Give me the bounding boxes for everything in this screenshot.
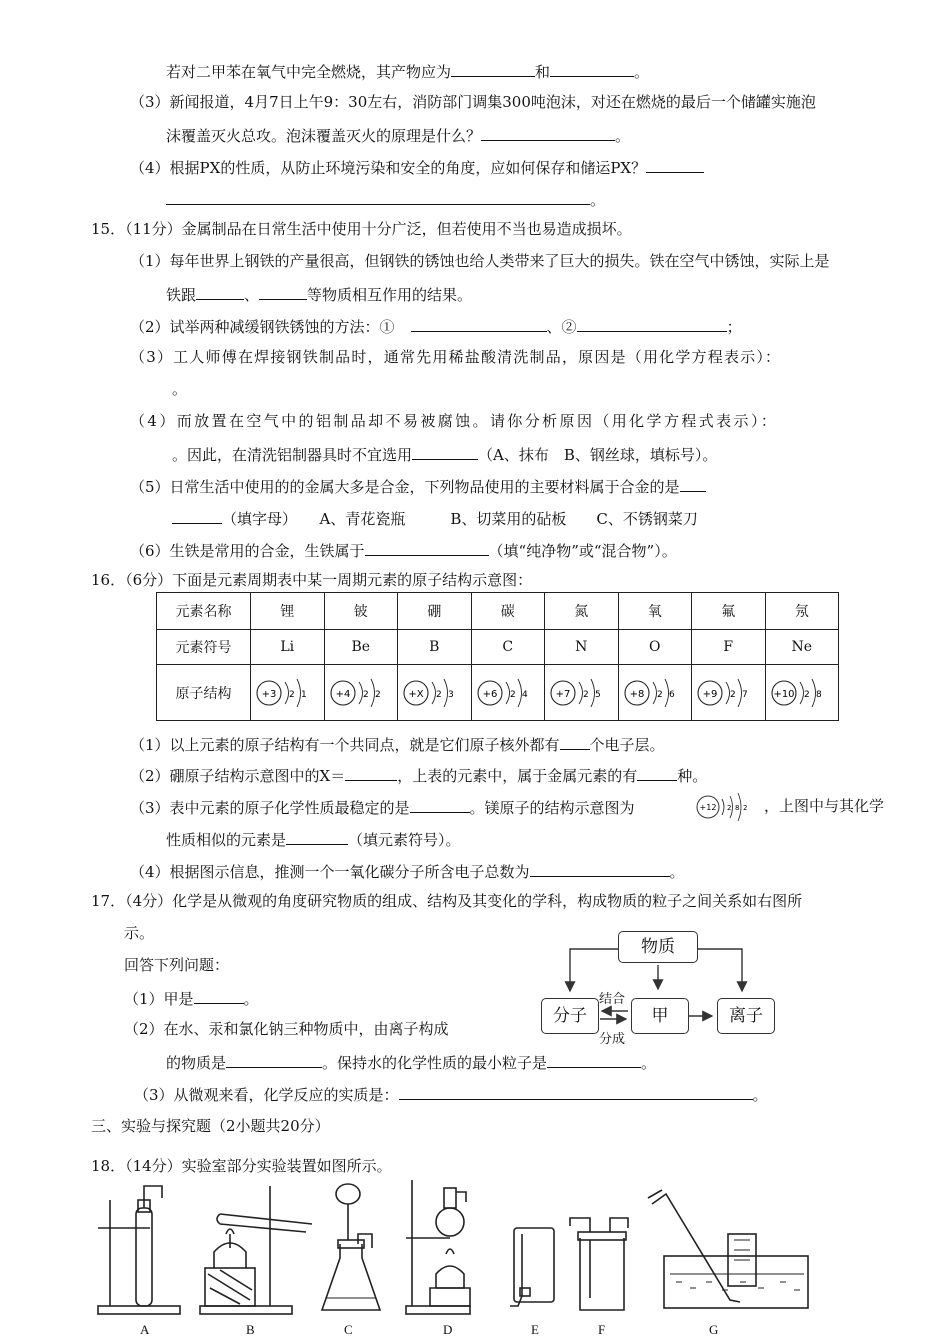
mg-nucleus-label: +12 (699, 803, 717, 812)
atom-structure-diagram (253, 672, 321, 714)
apparatus-label: A (140, 1322, 150, 1337)
section3-heading: 三、实验与探究题（2小题共20分） (91, 1117, 330, 1135)
apparatus-b (200, 1186, 312, 1314)
electron-count: 2 (730, 689, 736, 700)
apparatus-label: E (531, 1322, 539, 1337)
electron-count: 8 (815, 689, 822, 700)
answer-blank[interactable] (196, 283, 244, 300)
magnesium-atom-diagram (694, 790, 752, 824)
table-row (157, 630, 839, 665)
periodic-table (156, 592, 839, 721)
electron-count: 7 (742, 689, 748, 700)
q16-part3-tail: ，上图中与其化学 (764, 797, 885, 815)
q16-part4: （4）根据图示信息，推测一个一氧化碳分子所含电子总数为 。 (130, 860, 685, 882)
answer-blank[interactable] (412, 443, 478, 460)
nucleus-label: +8 (629, 688, 645, 700)
label-split: 分成 (599, 1032, 626, 1047)
answer-blank[interactable] (560, 733, 590, 750)
node-ion: 离子 (717, 998, 775, 1034)
element-symbol: C (471, 630, 545, 665)
q15-part4-line2: 。因此，在清洗铝制器具时不宜选用 （A、抹布 B、钢丝球，填标号）。 (172, 443, 717, 465)
row-label: 元素符号 (157, 630, 251, 665)
q17-prompt: 回答下列问题： (124, 956, 230, 974)
electron-shell-arc (444, 679, 448, 707)
mg-shell-label: 2 (743, 804, 748, 812)
electron-shell-arc (591, 679, 595, 707)
atom-diagram-cell (618, 665, 692, 721)
apparatus-a (98, 1186, 180, 1314)
q14-part4-line2: 。 (166, 188, 605, 210)
atom-structure-diagram (327, 672, 395, 714)
answer-blank[interactable] (286, 828, 348, 845)
nucleus-label: +6 (482, 688, 498, 700)
electron-count: 2 (583, 689, 589, 700)
atom-structure-diagram (400, 672, 468, 714)
nucleus-label: +7 (555, 688, 571, 700)
atom-diagram-cell (471, 665, 545, 721)
q15-part5-line2: （填字母） A、青花瓷瓶 B、切菜用的砧板 C、不锈钢菜刀 (172, 507, 698, 529)
electron-shell-arc (653, 682, 657, 704)
answer-blank[interactable] (194, 987, 244, 1004)
apparatus-g (648, 1190, 808, 1308)
nucleus-label: +10 (773, 688, 795, 700)
element-symbol: Be (324, 630, 398, 665)
row-label: 元素名称 (157, 593, 251, 630)
answer-blank[interactable] (345, 764, 397, 781)
q14-line1: 若对二甲苯在氧气中完全燃烧，其产物应为 和 。 (166, 60, 649, 82)
electron-shell-arc (297, 679, 301, 707)
q17-title-line2: 示。 (124, 924, 155, 942)
apparatus-label: F (598, 1322, 606, 1337)
element-symbol: B (398, 630, 472, 665)
q15-part5-line1: （5）日常生活中使用的的金属大多是合金，下列物品使用的主要材料属于合金的是 (130, 475, 706, 497)
q16-part1: （1）以上元素的原子结构有一个共同点，就是它们原子核外都有 个电子层。 (130, 733, 665, 755)
atom-diagram-cell (765, 665, 839, 721)
atom-structure-diagram (621, 672, 689, 714)
electron-shell-arc (518, 679, 522, 707)
answer-blank[interactable] (530, 860, 670, 877)
q15-part6: （6）生铁是常用的合金，生铁属于 （填“纯净物”或“混合物”）。 (130, 539, 677, 561)
element-name: 氧 (618, 593, 692, 630)
q17-title-line1: 17．（4分）化学是从微观的角度研究物质的组成、结构及其变化的学科，构成物质的粒子之间关系如右图所 (91, 892, 803, 910)
table-row (157, 665, 839, 721)
electron-shell-arc (432, 682, 436, 704)
element-name: 硼 (398, 593, 472, 630)
apparatus-label: B (246, 1322, 255, 1337)
answer-blank[interactable] (365, 539, 489, 556)
electron-shell-arc (665, 679, 669, 707)
electron-count: 4 (521, 689, 528, 700)
apparatus-c (322, 1184, 380, 1310)
node-jia: 甲 (631, 998, 689, 1034)
atom-diagram-cell (251, 665, 325, 721)
electron-shell-arc (812, 679, 816, 707)
q17-part3: （3）从微观来看，化学反应的实质是： 。 (134, 1083, 768, 1105)
answer-blank[interactable] (481, 124, 615, 141)
q16-title: 16．（6分）下面是元素周期表中某一周期元素的原子结构示意图： (91, 571, 533, 589)
element-symbol: Ne (765, 630, 839, 665)
nucleus-label: +X (408, 688, 424, 700)
electron-shell-arc (738, 679, 742, 707)
electron-count: 2 (509, 689, 516, 700)
electron-shell-arc (579, 682, 583, 704)
electron-shell-arc (285, 682, 289, 704)
nucleus-label: +4 (335, 688, 351, 700)
q15-part3-line1: （3）工人师傅在焊接钢铁制品时，通常先用稀盐酸清洗制品，原因是（用化学方程表示）： (130, 348, 782, 366)
electron-count: 1 (301, 689, 307, 700)
apparatus-f (570, 1218, 628, 1310)
electron-count: 2 (374, 689, 381, 700)
element-symbol: O (618, 630, 692, 665)
label-combine: 结合 (599, 992, 626, 1007)
electron-shell-arc (359, 682, 363, 704)
atom-structure-diagram (547, 672, 615, 714)
answer-blank[interactable] (172, 507, 222, 524)
element-name: 氖 (765, 593, 839, 630)
answer-blank[interactable] (577, 315, 727, 332)
q16-part3-line2: 性质相似的元素是 （填元素符号）。 (166, 828, 461, 850)
electron-shell-arc (371, 679, 375, 707)
atom-diagram-cell (398, 665, 472, 721)
q15-part2: （2）试举两种减缓钢铁锈蚀的方法：① 、② ； (130, 315, 742, 337)
q14-part3-line1: （3）新闻报道，4月7日上午9：30左右，消防部门调集300吨泡沫，对还在燃烧的最后一个储罐实施泡 (130, 93, 816, 111)
electron-count: 6 (668, 689, 675, 700)
atom-structure-diagram (474, 672, 542, 714)
q17-part2-line2: 的物质是 。保持水的化学性质的最小粒子是 。 (166, 1051, 656, 1073)
q15-part4-line1: （4）而放置在空气中的铝制品却不易被腐蚀。请你分析原因（用化学方程式表示）： (130, 412, 779, 430)
answer-blank[interactable] (166, 188, 590, 205)
atom-diagram-cell (545, 665, 619, 721)
apparatus-d (406, 1180, 470, 1314)
electron-count: 2 (436, 689, 442, 700)
q18-title: 18．（14分）实验室部分实验装置如图所示。 (91, 1157, 392, 1175)
element-name: 氮 (545, 593, 619, 630)
answer-blank[interactable] (451, 60, 535, 77)
electron-count: 2 (289, 689, 295, 700)
q14-part3-line2: 沫覆盖灭火总攻。泡沫覆盖灭火的原理是什么？ 。 (166, 124, 630, 146)
apparatus-e (510, 1228, 554, 1306)
answer-blank[interactable] (411, 315, 547, 332)
atom-structure-diagram (768, 672, 836, 714)
element-symbol: Li (251, 630, 325, 665)
element-symbol: F (692, 630, 766, 665)
answer-blank[interactable] (399, 1083, 753, 1100)
q16-part2: （2）硼原子结构示意图中的X＝ ，上表的元素中，属于金属元素的有 种。 (130, 764, 707, 786)
answer-blank[interactable] (680, 475, 706, 492)
nucleus-label: +3 (261, 688, 277, 700)
electron-count: 2 (656, 689, 663, 700)
answer-blank[interactable] (646, 156, 704, 173)
q14-part4-line1: （4）根据PX的性质，从防止环境污染和安全的角度，应如何保存和储运PX？ (130, 156, 704, 178)
electron-shell-arc (726, 682, 730, 704)
electron-count: 2 (362, 689, 369, 700)
electron-shell-arc (506, 682, 510, 704)
answer-blank[interactable] (550, 60, 634, 77)
lab-apparatus-figure (90, 1178, 830, 1320)
q15-part1-line1: （1）每年世界上钢铁的产量很高，但钢铁的锈蚀也给人类带来了巨大的损失。铁在空气中锈蚀，实际上是 (130, 252, 830, 270)
atom-diagram-cell (324, 665, 398, 721)
electron-shell-arc (800, 682, 804, 704)
electron-count: 3 (448, 689, 454, 700)
table-row (157, 593, 839, 630)
element-name: 碳 (471, 593, 545, 630)
element-name: 铍 (324, 593, 398, 630)
q16-part3-line1: （3）表中元素的原子化学性质最稳定的是 。镁原子的结构示意图为 (130, 796, 635, 818)
electron-count: 5 (595, 689, 601, 700)
nucleus-label: +9 (702, 688, 718, 700)
mg-shell-label: 8 (735, 804, 740, 812)
element-name: 锂 (251, 593, 325, 630)
q17-part1: （1）甲是 。 (124, 987, 259, 1009)
apparatus-label: C (344, 1322, 353, 1337)
atom-diagram-cell (692, 665, 766, 721)
electron-count: 2 (803, 689, 810, 700)
q15-part3-line2: 。 (172, 380, 188, 398)
element-symbol: N (545, 630, 619, 665)
atom-structure-diagram (694, 672, 762, 714)
q17-part2-line1: （2）在水、汞和氯化钠三种物质中，由离子构成 (124, 1020, 449, 1038)
mg-shell-label: 2 (727, 804, 732, 812)
node-molecule: 分子 (541, 998, 599, 1034)
apparatus-label: D (443, 1322, 453, 1337)
node-substance: 物质 (618, 931, 698, 963)
answer-blank[interactable] (259, 283, 307, 300)
answer-blank[interactable] (637, 764, 677, 781)
answer-blank[interactable] (410, 796, 470, 813)
answer-blank[interactable] (547, 1051, 641, 1068)
q15-part1-line2: 铁跟 、 等物质相互作用的结果。 (166, 283, 472, 305)
row-label: 原子结构 (157, 665, 251, 721)
q15-title: 15．（11分）金属制品在日常生活中使用十分广泛，但若使用不当也易造成损坏。 (91, 220, 632, 238)
answer-blank[interactable] (226, 1051, 322, 1068)
apparatus-label: G (709, 1322, 719, 1337)
element-name: 氟 (692, 593, 766, 630)
